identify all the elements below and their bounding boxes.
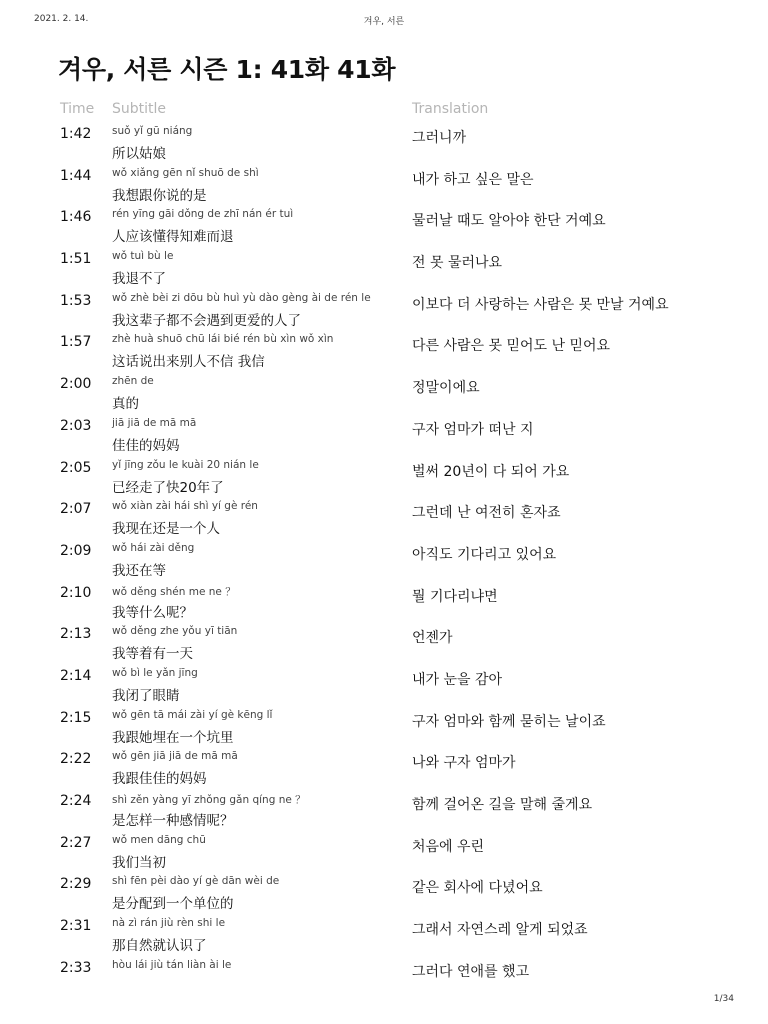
pinyin-text: wǒ bì le yǎn jīng <box>112 666 198 679</box>
timestamp: 2:13 <box>60 626 92 643</box>
pinyin-text: wǒ xiǎng gēn nǐ shuō de shì <box>112 166 259 179</box>
chinese-text: 已经走了快20年了 <box>112 479 224 496</box>
translation-text: 전 못 물러나요 <box>412 255 503 272</box>
translation-text: 구자 엄마와 함께 묻히는 날이죠 <box>412 713 606 730</box>
pinyin-text: wǒ xiàn zài hái shì yí gè rén <box>112 500 258 513</box>
subtitle-row <box>0 166 768 208</box>
subtitle-row <box>0 583 768 625</box>
chinese-text: 我还在等 <box>112 562 166 579</box>
translation-text: 벌써 20년이 다 되어 가요 <box>412 463 570 480</box>
chinese-text: 我想跟你说的是 <box>112 187 207 204</box>
timestamp: 2:03 <box>60 417 92 434</box>
timestamp: 2:24 <box>60 793 92 809</box>
chinese-text: 这话说出来别人不信 我信 <box>112 354 265 371</box>
pinyin-text: jiā jiā de mā mā <box>112 416 197 429</box>
translation-text: 아직도 기다리고 있어요 <box>412 546 557 563</box>
pinyin-text: shì fēn pèi dào yí gè dān wèi de <box>112 875 280 888</box>
chinese-text: 是分配到一个单位的 <box>112 896 234 913</box>
chinese-text: 人应该懂得知难而退 <box>112 229 234 246</box>
subtitle-row <box>0 249 768 291</box>
pinyin-text: wǒ gēn jiā jiā de mā mā <box>112 750 238 763</box>
pinyin-text: yǐ jīng zǒu le kuài 20 nián le <box>112 458 259 471</box>
pinyin-text: shì zěn yàng yī zhǒng gǎn qíng ne ？ <box>112 794 306 806</box>
subtitle-row <box>0 708 768 750</box>
timestamp: 2:27 <box>60 834 92 851</box>
subtitle-row <box>0 958 768 1000</box>
translation-column-header: Translation <box>412 101 489 117</box>
chinese-text: 是怎样一种感情呢？ <box>112 813 234 829</box>
translation-text: 그러니까 <box>412 130 467 146</box>
pinyin-text: zhè huà shuō chū lái bié rén bù xìn wǒ xìn <box>112 333 334 346</box>
subtitle-row <box>0 291 768 333</box>
print-doc-title: 겨우, 서른 <box>363 17 405 27</box>
chinese-text: 我现在还是一个人 <box>112 521 220 538</box>
chinese-text: 真的 <box>112 396 139 413</box>
translation-text: 정말이에요 <box>412 380 480 397</box>
pinyin-text: wǒ gēn tā mái zài yí gè kēng lǐ <box>112 708 273 721</box>
pinyin-text: wǒ tuì bù le <box>112 250 174 263</box>
timestamp: 2:00 <box>60 376 92 393</box>
timestamp: 2:31 <box>60 918 92 935</box>
translation-text: 그래서 자연스레 알게 되었죠 <box>412 922 588 939</box>
translation-text: 뭘 기다리냐면 <box>412 588 498 605</box>
subtitle-row <box>0 749 768 791</box>
pinyin-text: zhēn de <box>112 375 154 388</box>
timestamp: 1:42 <box>60 126 92 142</box>
chinese-text: 我跟她埋在一个坑里 <box>112 729 234 746</box>
pinyin-text: hòu lái jiù tán liàn ài le <box>112 958 232 971</box>
translation-text: 내가 하고 싶은 말은 <box>412 171 534 188</box>
translation-text: 그러다 연애를 했고 <box>412 963 530 980</box>
subtitle-row <box>0 124 768 166</box>
chinese-text: 佳佳的妈妈 <box>112 437 180 454</box>
pinyin-text: rén yīng gāi dǒng de zhī nán ér tuì <box>112 208 294 221</box>
pinyin-text: wǒ hái zài děng <box>112 541 195 554</box>
pinyin-text: wǒ děng zhe yǒu yī tiān <box>112 625 238 638</box>
subtitle-row <box>0 666 768 708</box>
translation-text: 같은 회사에 다녔어요 <box>412 880 543 897</box>
subtitle-row <box>0 374 768 416</box>
subtitle-row <box>0 499 768 541</box>
timestamp: 2:22 <box>60 751 92 768</box>
page-title: 겨우, 서른 시즌 1: 41화 41화 <box>58 55 396 84</box>
translation-text: 구자 엄마가 떠난 지 <box>412 421 534 438</box>
translation-text: 이보다 더 사랑하는 사람은 못 만날 거예요 <box>412 296 669 313</box>
timestamp: 2:10 <box>60 584 92 601</box>
chinese-text: 我等着有一天 <box>112 646 193 663</box>
subtitle-row <box>0 624 768 666</box>
timestamp: 1:44 <box>60 167 92 184</box>
timestamp: 1:57 <box>60 334 92 351</box>
translation-text: 다른 사람은 못 믿어도 난 믿어요 <box>412 338 611 355</box>
pinyin-text: wǒ děng shén me ne ？ <box>112 585 236 598</box>
page-number: 1/34 <box>713 994 734 1004</box>
print-date: 2021. 2. 14. <box>34 14 89 24</box>
chinese-text: 我闭了眼睛 <box>112 687 180 704</box>
subtitle-row <box>0 207 768 249</box>
timestamp: 2:07 <box>60 501 92 518</box>
translation-text: 처음에 우린 <box>412 838 485 855</box>
timestamp: 2:05 <box>60 459 92 476</box>
pinyin-text: wǒ men dāng chū <box>112 833 206 846</box>
subtitle-row <box>0 416 768 458</box>
pinyin-text: nà zì rán jiù rèn shi le <box>112 917 226 930</box>
chinese-text: 所以姑娘 <box>112 146 166 162</box>
print-header <box>0 14 768 28</box>
timestamp: 1:51 <box>60 251 92 268</box>
timestamp: 2:29 <box>60 876 92 893</box>
translation-text: 내가 눈을 감아 <box>412 671 503 688</box>
translation-text: 그런데 난 여전히 혼자죠 <box>412 505 561 522</box>
translation-text: 언젠가 <box>412 630 453 647</box>
subtitle-column-header: Subtitle <box>112 101 167 117</box>
subtitle-row <box>0 874 768 916</box>
chinese-text: 我跟佳佳的妈妈 <box>112 771 207 788</box>
timestamp: 2:09 <box>60 542 92 559</box>
chinese-text: 我退不了 <box>112 271 166 288</box>
subtitle-row <box>0 916 768 958</box>
chinese-text: 我等什么呢？ <box>112 604 193 621</box>
translation-text: 함께 걸어온 길을 말해 줄게요 <box>412 797 593 813</box>
column-headers <box>0 101 768 121</box>
chinese-text: 那自然就认识了 <box>112 938 207 955</box>
subtitle-row <box>0 541 768 583</box>
timestamp: 1:53 <box>60 292 92 309</box>
timestamp: 1:46 <box>60 209 92 226</box>
subtitle-row <box>0 458 768 500</box>
translation-text: 나와 구자 엄마가 <box>412 755 516 772</box>
subtitle-list <box>0 124 768 999</box>
chinese-text: 我们当初 <box>112 854 166 871</box>
timestamp: 2:14 <box>60 667 92 684</box>
chinese-text: 我这辈子都不会遇到更爱的人了 <box>112 312 301 329</box>
timestamp: 2:15 <box>60 709 92 726</box>
timestamp: 2:33 <box>60 959 92 976</box>
translation-text: 물러날 때도 알아야 한단 거예요 <box>412 213 606 230</box>
subtitle-row <box>0 791 768 833</box>
pinyin-text: suǒ yǐ gū niáng <box>112 125 193 137</box>
subtitle-row <box>0 332 768 374</box>
time-column-header: Time <box>60 101 95 117</box>
pinyin-text: wǒ zhè bèi zi dōu bù huì yù dào gèng ài de rén le <box>112 291 371 304</box>
subtitle-row <box>0 833 768 875</box>
